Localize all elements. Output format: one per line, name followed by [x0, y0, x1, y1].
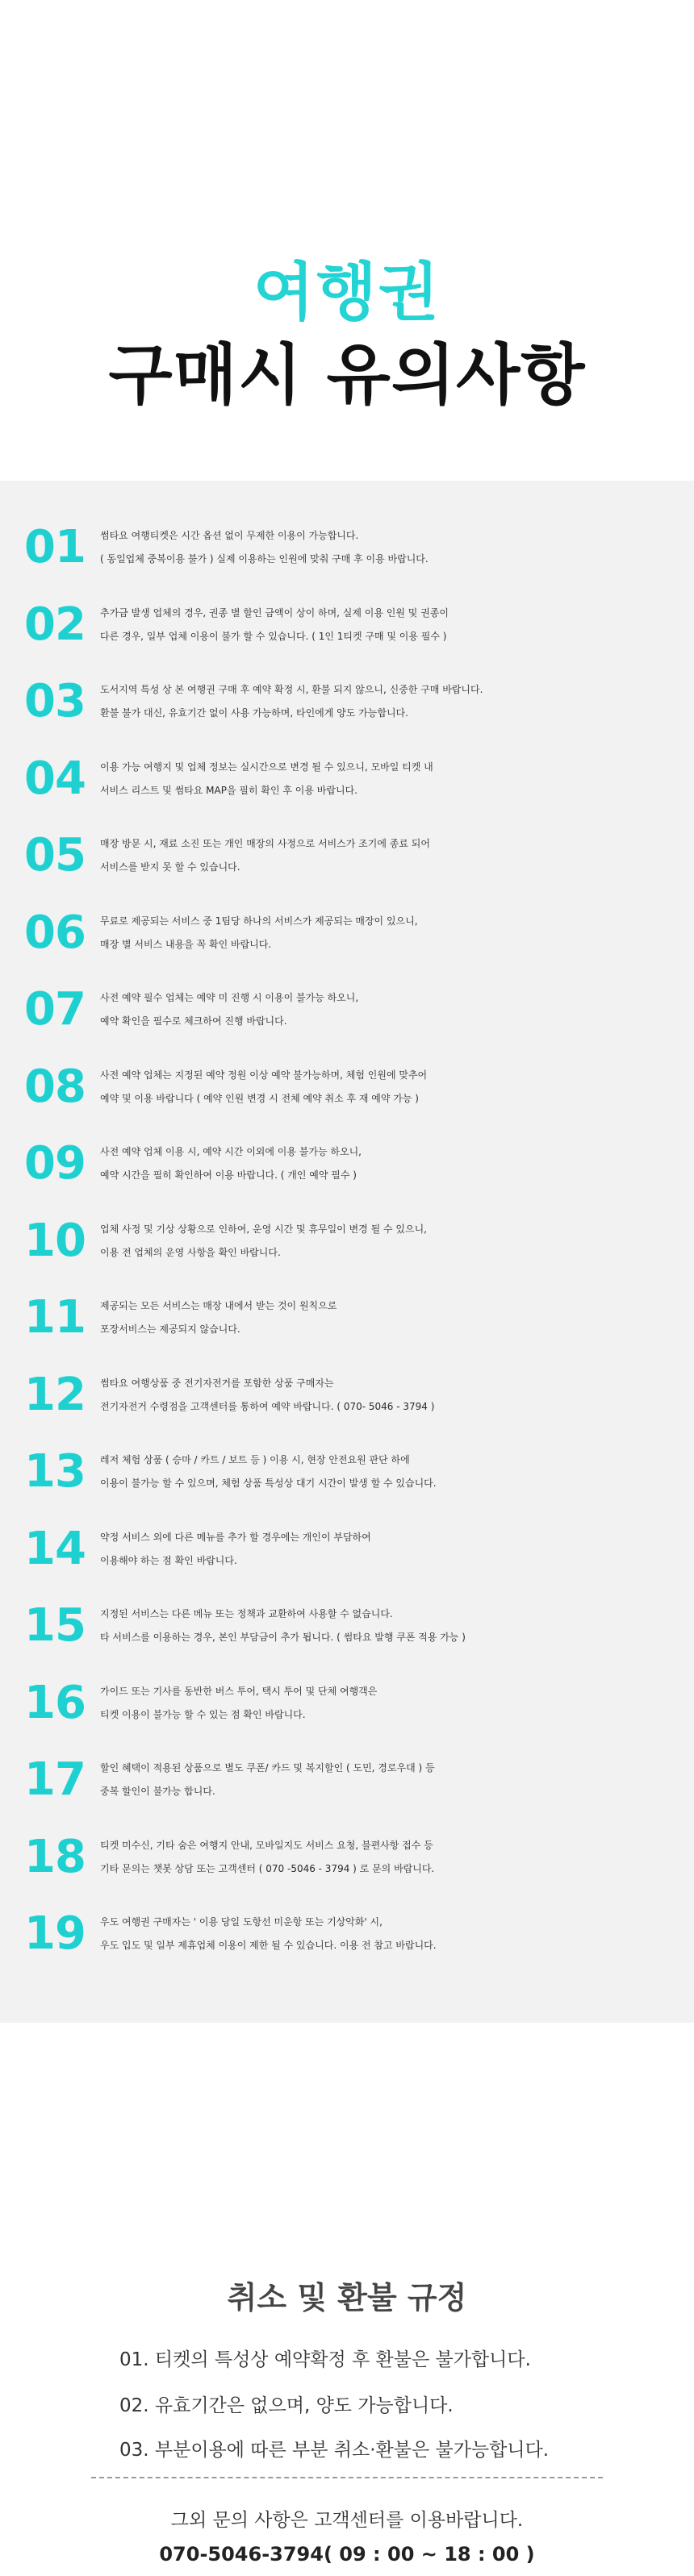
- notice-line: 중복 할인이 불가능 합니다.: [100, 1786, 215, 1797]
- notice-number: 05: [24, 829, 86, 882]
- notice-line: 업체 사정 및 기상 상황으로 인하여, 운영 시간 및 휴무일이 변경 될 수 있으니,: [100, 1223, 427, 1235]
- notice-item: [24, 1293, 694, 1357]
- notice-line: 티켓 미수신, 기타 숨은 여행지 안내, 모바일지도 서비스 요청, 불편사항 접수 등: [100, 1840, 433, 1851]
- notice-line: 우도 입도 및 일부 제휴업체 이용이 제한 될 수 있습니다. 이용 전 참고 바랍니다.: [100, 1940, 437, 1951]
- notice-number: 19: [24, 1907, 86, 1960]
- notice-text: [100, 1911, 694, 1957]
- notice-number: 07: [24, 983, 86, 1036]
- notice-line: 추가금 발생 업체의 경우, 권종 별 할인 금액이 상이 하며, 실제 이용 인원 및 권종이: [100, 607, 449, 619]
- policy-item: 01. 티켓의 특성상 예약확정 후 환불은 불가합니다.: [119, 2349, 531, 2370]
- notice-item: [24, 1216, 694, 1281]
- notice-text: [100, 1526, 694, 1573]
- notice-number: 10: [24, 1215, 86, 1267]
- notice-text: [100, 1218, 694, 1265]
- hero-title-main: 구매시 유의사항: [108, 337, 586, 414]
- notice-item: [24, 1678, 694, 1743]
- notice-line: 예약 시간을 필히 확인하여 이용 바랍니다. ( 개인 예약 필수 ): [100, 1169, 357, 1181]
- notice-line: 레저 체험 상품 ( 승마 / 카트 / 보트 등 ) 이용 시, 현장 안전요원 판단 하에: [100, 1454, 410, 1465]
- notice-line: 썸타요 여행티켓은 시간 옵션 없이 무제한 이용이 가능합니다.: [100, 530, 359, 541]
- notice-number: 09: [24, 1137, 86, 1190]
- notice-line: 다른 경우, 일부 업체 이용이 불가 할 수 있습니다. ( 1인 1티켓 구매 및 이용 필수 ): [100, 631, 447, 642]
- hero-section: [0, 0, 694, 481]
- notice-item: [24, 600, 694, 665]
- notice-text: [100, 1294, 694, 1341]
- notice-item: [24, 1909, 694, 1974]
- notice-text: [100, 1834, 694, 1881]
- notice-text: [100, 986, 694, 1033]
- notice-line: 약정 서비스 외에 다른 메뉴를 추가 할 경우에는 개인이 부담하여: [100, 1532, 371, 1543]
- policy-item: 02. 유효기간은 없으며, 양도 가능합니다.: [119, 2395, 454, 2416]
- notice-item: [24, 1755, 694, 1819]
- notice-line: 우도 여행권 구매자는 ' 이용 당일 도항선 미운항 또는 기상악화' 시,: [100, 1916, 383, 1928]
- notice-line: 서비스 리스트 및 썸타요 MAP을 필히 확인 후 이용 바랍니다.: [100, 785, 357, 796]
- notice-number: 15: [24, 1599, 86, 1652]
- notice-number: 18: [24, 1831, 86, 1883]
- notice-line: 가이드 또는 기사를 동반한 버스 투어, 택시 투어 및 단체 여행객은: [100, 1686, 378, 1697]
- notice-text: [100, 678, 694, 725]
- notice-text: [100, 910, 694, 957]
- notice-line: 무료로 제공되는 서비스 중 1팀당 하나의 서비스가 제공되는 매장이 있으니,: [100, 915, 418, 927]
- notice-line: 예약 확인을 필수로 체크하여 진행 바랍니다.: [100, 1015, 287, 1027]
- notice-line: 사전 예약 업체 이용 시, 예약 시간 이외에 이용 불가능 하오니,: [100, 1146, 362, 1157]
- notice-text: [100, 1448, 694, 1495]
- notice-item: [24, 1601, 694, 1665]
- notice-text: [100, 1757, 694, 1803]
- notice-line: 티켓 이용이 불가능 할 수 있는 점 확인 바랍니다.: [100, 1709, 306, 1720]
- contact-phone: 070-5046-3794( 09 : 00 ~ 18 : 00 ): [159, 2543, 535, 2566]
- notice-text: [100, 1064, 694, 1111]
- notice-item: [24, 985, 694, 1049]
- notice-line: 도서지역 특성 상 본 여행권 구매 후 예약 확정 시, 환불 되지 않으니, 신중한 구매 바랍니다.: [100, 684, 483, 695]
- notice-text: [100, 1603, 694, 1649]
- notice-line: 사전 예약 필수 업체는 예약 미 진행 시 이용이 불가능 하오니,: [100, 992, 359, 1003]
- notice-line: 전기자전거 수령점을 고객센터를 통하여 예약 바랍니다. ( 070- 5046 - 3794 ): [100, 1401, 435, 1412]
- notice-line: 이용 전 업체의 운영 사항을 확인 바랍니다.: [100, 1247, 281, 1258]
- notice-number: 12: [24, 1369, 86, 1421]
- notice-text: [100, 602, 694, 648]
- notice-number: 02: [24, 598, 86, 651]
- notice-number: 01: [24, 521, 86, 573]
- notice-item: [24, 677, 694, 741]
- notice-line: 이용이 불가능 할 수 있으며, 체험 상품 특성상 대기 시간이 발생 할 수 있습니다.: [100, 1478, 437, 1489]
- notice-number: 04: [24, 752, 86, 805]
- notice-line: 매장 방문 시, 재료 소진 또는 개인 매장의 사정으로 서비스가 조기에 종료 되어: [100, 838, 430, 849]
- notice-line: 썸타요 여행상품 중 전기자전거를 포함한 상품 구매자는: [100, 1378, 334, 1389]
- divider: [91, 2477, 603, 2478]
- notice-number: 08: [24, 1061, 86, 1113]
- notice-item: [24, 1524, 694, 1589]
- notice-number: 14: [24, 1523, 86, 1575]
- notice-item: [24, 523, 694, 587]
- notice-line: 이용 가능 여행지 및 업체 정보는 실시간으로 변경 될 수 있으니, 모바일 티켓 내: [100, 761, 433, 773]
- contact-text: 그외 문의 사항은 고객센터를 이용바랍니다.: [170, 2510, 524, 2531]
- notice-line: 포장서비스는 제공되지 않습니다.: [100, 1323, 240, 1335]
- notice-number: 16: [24, 1677, 86, 1729]
- notice-item: [24, 1447, 694, 1511]
- notice-line: 이용해야 하는 점 확인 바랍니다.: [100, 1555, 237, 1566]
- notice-line: 제공되는 모든 서비스는 매장 내에서 받는 것이 원칙으로: [100, 1300, 337, 1311]
- notice-line: 기타 문의는 챗봇 상담 또는 고객센터 ( 070 -5046 - 3794 ) 로 문의 바랍니다.: [100, 1863, 435, 1874]
- notice-number: 06: [24, 907, 86, 959]
- notice-line: 할인 혜택이 적용된 상품으로 별도 쿠폰/ 카드 및 복지할인 ( 도민, 경로우대 ) 등: [100, 1762, 435, 1774]
- notice-item: [24, 908, 694, 973]
- notice-item: [24, 1139, 694, 1203]
- notice-item: [24, 1062, 694, 1127]
- refund-policy-section: [0, 2023, 694, 2576]
- policy-item: 03. 부분이용에 따른 부분 취소·환불은 불가능합니다.: [119, 2440, 550, 2461]
- notice-line: 지정된 서비스는 다른 메뉴 또는 정책과 교환하여 사용할 수 없습니다.: [100, 1608, 393, 1619]
- notice-line: 환불 불가 대신, 유효기간 없이 사용 가능하며, 타인에게 양도 가능합니다.: [100, 707, 408, 719]
- notice-text: [100, 524, 694, 571]
- notice-line: 타 서비스를 이용하는 경우, 본인 부담금이 추가 됩니다. ( 썸타요 발행 쿠폰 적용 가능 ): [100, 1632, 466, 1643]
- notice-number: 11: [24, 1291, 86, 1344]
- notice-number: 17: [24, 1753, 86, 1806]
- notice-number: 13: [24, 1445, 86, 1498]
- notice-line: 서비스를 받지 못 할 수 있습니다.: [100, 861, 240, 873]
- notice-text: [100, 1680, 694, 1727]
- policy-title: 취소 및 환불 규정: [227, 2280, 467, 2315]
- notice-text: [100, 1372, 694, 1419]
- notice-line: 예약 및 이용 바랍니다 ( 예약 인원 변경 시 전체 예약 취소 후 재 예약 가능 ): [100, 1093, 419, 1104]
- notice-item: [24, 754, 694, 819]
- notice-text: [100, 1140, 694, 1187]
- notice-number: 03: [24, 675, 86, 727]
- notice-item: [24, 1832, 694, 1897]
- notice-text: [100, 756, 694, 802]
- notice-item: [24, 1370, 694, 1435]
- notice-item: [24, 831, 694, 895]
- notice-line: ( 동일업체 중복이용 불가 ) 실제 이용하는 인원에 맞춰 구매 후 이용 바랍니다.: [100, 553, 429, 565]
- notice-line: 매장 별 서비스 내용을 꼭 확인 바랍니다.: [100, 939, 272, 950]
- notice-text: [100, 832, 694, 879]
- hero-title-accent: 여행권: [253, 256, 441, 329]
- notice-line: 사전 예약 업체는 지정된 예약 정원 이상 예약 불가능하며, 체험 인원에 맞추어: [100, 1069, 428, 1081]
